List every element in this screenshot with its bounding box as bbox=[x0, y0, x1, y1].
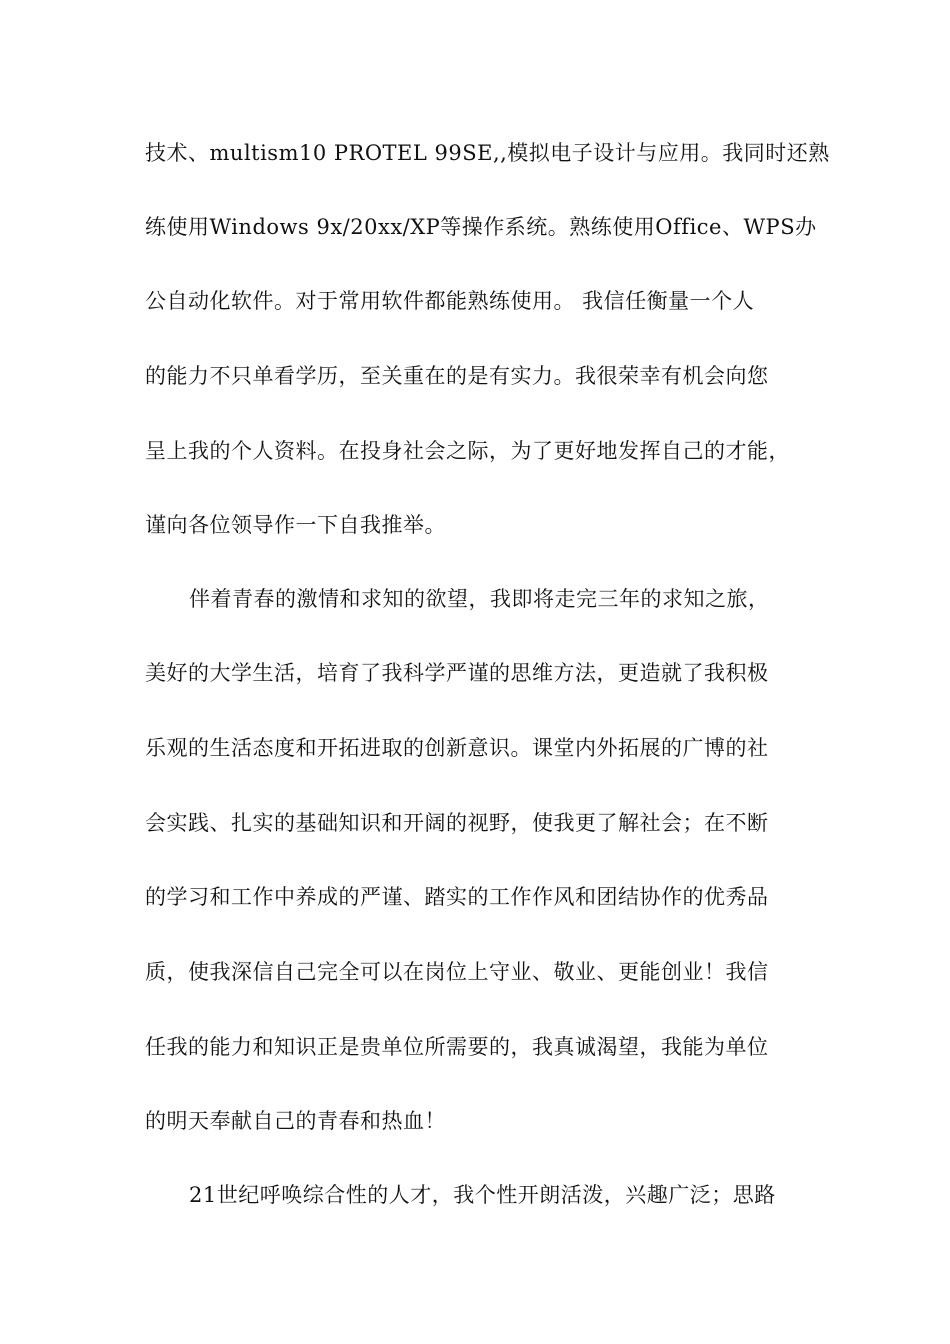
text-line: 谨向各位领导作一下自我推举。 bbox=[145, 513, 446, 537]
text-line: 呈上我的个人资料。在投身社会之际，为了更好地发挥自己的才能， bbox=[145, 439, 790, 463]
text-line: 乐观的生活态度和开拓进取的创新意识。课堂内外拓展的广博的社 bbox=[145, 736, 769, 760]
text-line: 的明天奉献自己的青春和热血！ bbox=[145, 1109, 446, 1133]
text-line: 技术、multism10 PROTEL 99SE,,模拟电子设计与应用。我同时还熟 bbox=[145, 141, 830, 165]
text-line: 练使用Windows 9x/20xx/XP等操作系统。熟练使用Office、WPS办 bbox=[145, 215, 817, 239]
text-line: 的能力不只单看学历，至关重在的是有实力。我很荣幸有机会向您 bbox=[145, 364, 769, 388]
paragraph-first-line: 伴着青春的激情和求知的欲望，我即将走完三年的求知之旅， bbox=[189, 587, 770, 611]
text-line: 美好的大学生活，培育了我科学严谨的思维方法，更造就了我积极 bbox=[145, 661, 769, 685]
paragraph-first-line: 21世纪呼唤综合性的人才，我个性开朗活泼，兴趣广泛；思路 bbox=[189, 1183, 776, 1207]
text-line: 质，使我深信自己完全可以在岗位上守业、敬业、更能创业！我信 bbox=[145, 960, 769, 984]
text-line: 会实践、扎实的基础知识和开阔的视野，使我更了解社会；在不断 bbox=[145, 811, 769, 835]
text-line: 任我的能力和知识正是贵单位所需要的，我真诚渴望，我能为单位 bbox=[145, 1035, 769, 1059]
text-line: 公自动化软件。对于常用软件都能熟练使用。 我信任衡量一个人 bbox=[145, 289, 755, 313]
text-line: 的学习和工作中养成的严谨、踏实的工作作风和团结协作的优秀品 bbox=[145, 885, 769, 909]
